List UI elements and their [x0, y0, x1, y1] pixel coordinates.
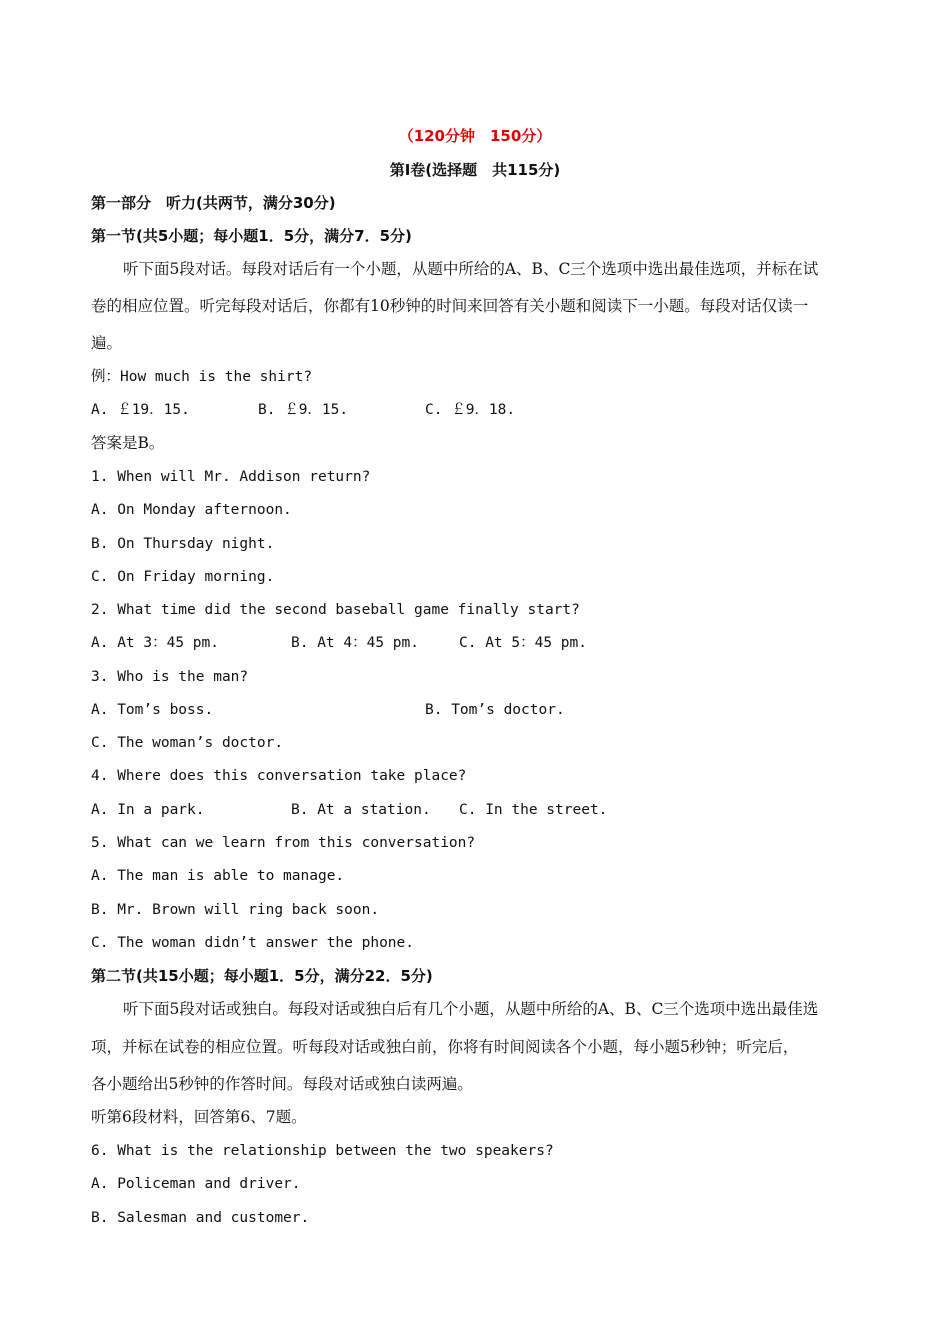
section2-instructions-line2: 项，并标在试卷的相应位置。听每段对话或独白前，你将有时间阅读各个小题，每小题5秒钟；听完后， — [91, 1038, 799, 1056]
q2-option-b: B. At 4：45 pm. — [291, 635, 419, 651]
q6-option-a: A. Policeman and driver. — [91, 1176, 301, 1192]
q5-option-a: A. The man is able to manage. — [91, 868, 345, 884]
time-score-header: （120分钟 150分） — [398, 127, 552, 145]
q2-option-c: C. At 5：45 pm. — [459, 635, 587, 651]
part1-heading: 第一部分 听力(共两节，满分30分) — [91, 194, 336, 212]
q1-option-a: A. On Monday afternoon. — [91, 502, 292, 518]
section2-instructions-line3: 各小题给出5秒钟的作答时间。每段对话或独白读两遍。 — [91, 1075, 473, 1093]
q4-option-b: B. At a station. — [291, 802, 431, 818]
example-option-a: A. ￡19．15. — [91, 402, 190, 418]
section1-heading: 第一节(共5小题；每小题1．5分，满分7．5分) — [91, 227, 412, 245]
q3-option-b: B. Tom’s doctor. — [425, 702, 565, 718]
question-2: 2. What time did the second baseball game finally start? — [91, 602, 580, 618]
section2-heading: 第二节(共15小题；每小题1．5分，满分22．5分) — [91, 967, 433, 985]
section1-instructions-line3: 遍。 — [91, 334, 123, 352]
q2-option-a: A. At 3：45 pm. — [91, 635, 219, 651]
material-6-instruction: 听第6段材料，回答第6、7题。 — [91, 1108, 307, 1126]
q5-option-b: B. Mr. Brown will ring back soon. — [91, 902, 380, 918]
example-question: 例：How much is the shirt? — [91, 369, 313, 385]
q3-option-a: A. Tom’s boss. — [91, 702, 214, 718]
q4-option-c: C. In the street. — [459, 802, 608, 818]
example-option-c: C. ￡9．18. — [425, 402, 516, 418]
q1-option-b: B. On Thursday night. — [91, 536, 275, 552]
example-option-b: B. ￡9．15. — [258, 402, 349, 418]
example-answer: 答案是B。 — [91, 434, 165, 452]
question-3: 3. Who is the man? — [91, 669, 249, 685]
section1-instructions-line1: 听下面5段对话。每段对话后有一个小题，从题中所给的A、B、C三个选项中选出最佳选项，并标在试 — [123, 260, 819, 278]
question-6: 6. What is the relationship between the two speakers? — [91, 1143, 554, 1159]
q3-option-c: C. The woman’s doctor. — [91, 735, 284, 751]
question-5: 5. What can we learn from this conversation? — [91, 835, 476, 851]
volume-title: 第Ⅰ卷(选择题 共115分) — [389, 161, 561, 179]
q1-option-c: C. On Friday morning. — [91, 569, 275, 585]
section2-instructions-line1: 听下面5段对话或独白。每段对话或独白后有几个小题，从题中所给的A、B、C三个选项中选出最佳选 — [123, 1000, 819, 1018]
question-1: 1. When will Mr. Addison return? — [91, 469, 371, 485]
q5-option-c: C. The woman didn’t answer the phone. — [91, 935, 415, 951]
question-4: 4. Where does this conversation take place? — [91, 768, 467, 784]
q4-option-a: A. In a park. — [91, 802, 205, 818]
q6-option-b: B. Salesman and customer. — [91, 1210, 310, 1226]
section1-instructions-line2: 卷的相应位置。听完每段对话后，你都有10秒钟的时间来回答有关小题和阅读下一小题。每段对话仅读一 — [91, 297, 809, 315]
